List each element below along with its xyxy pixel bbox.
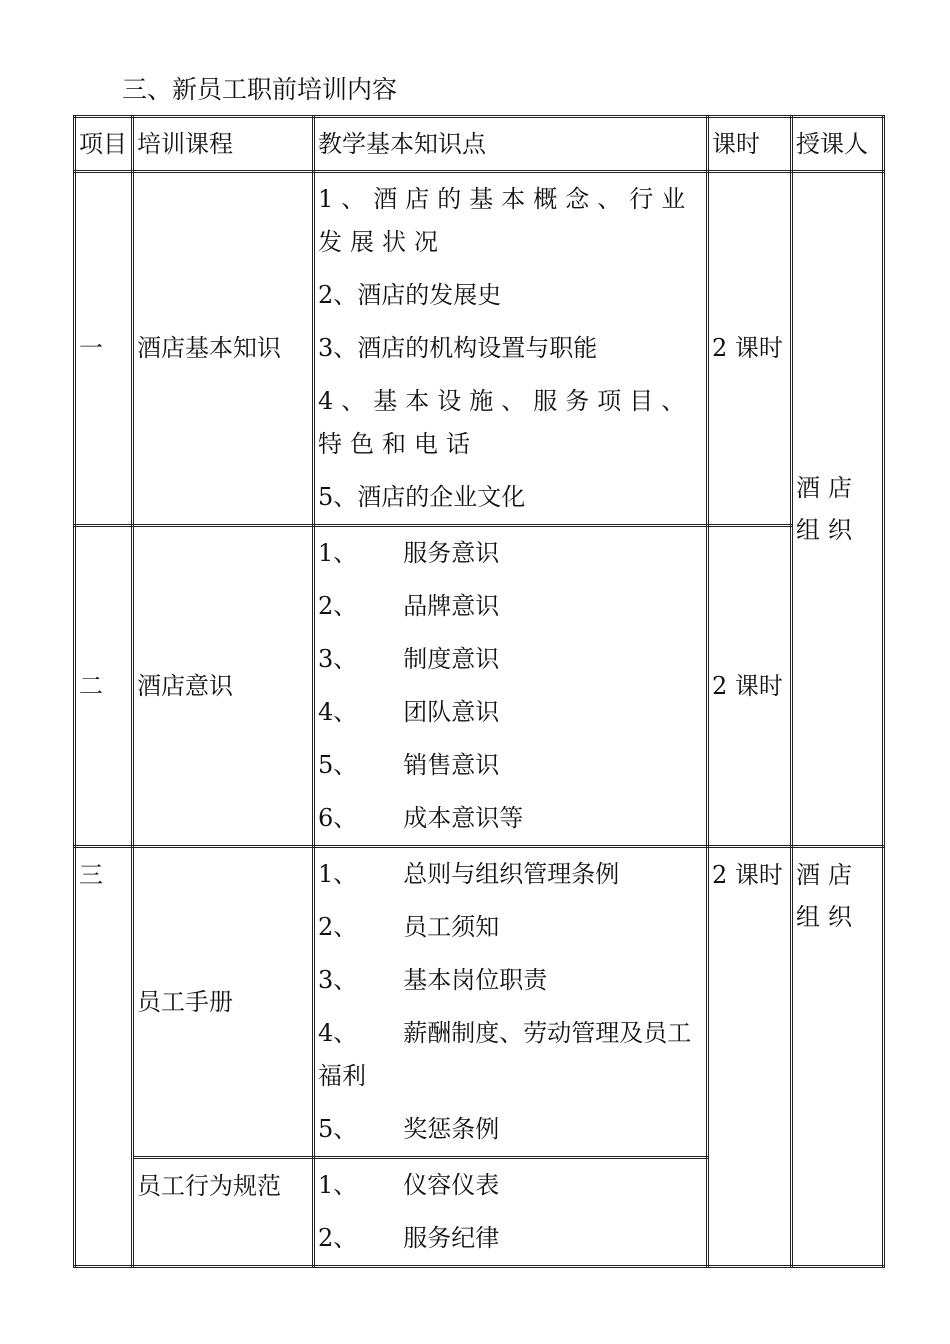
row-teacher: 酒店组织 <box>792 172 884 847</box>
row-course: 酒店意识 <box>133 526 314 847</box>
table-row <box>75 526 884 847</box>
header-course: 培训课程 <box>133 117 314 172</box>
list-item: 5、 奖惩条例 <box>318 1115 500 1143</box>
row-points <box>314 526 708 847</box>
list-item: 3、酒店的机构设置与职能 <box>318 334 598 362</box>
section-title: 三、新员工职前培训内容 <box>122 75 398 104</box>
header-points: 教学基本知识点 <box>314 117 708 172</box>
list-item: 4、 团队意识 <box>318 698 500 726</box>
row-item: 二 <box>75 526 133 847</box>
list-item: 1、酒店的基本概念、行业发展状况 <box>318 185 694 256</box>
training-table <box>73 115 885 1268</box>
list-item: 4、基本设施、服务项目、特色和电话 <box>318 387 694 458</box>
list-item: 6、 成本意识等 <box>318 804 524 832</box>
list-item: 2、 员工须知 <box>318 913 500 941</box>
list-item: 5、酒店的企业文化 <box>318 483 526 511</box>
row-hours: 2 课时 <box>708 172 792 526</box>
header-teacher: 授课人 <box>792 117 884 172</box>
row-points <box>314 847 708 1158</box>
row-course: 员工手册 <box>133 847 314 1158</box>
row-course: 员工行为规范 <box>133 1158 314 1267</box>
table-row <box>75 847 884 1158</box>
row-item: 三 <box>75 847 133 1267</box>
row-points <box>314 172 708 526</box>
header-item: 项目 <box>75 117 133 172</box>
list-item: 5、 销售意识 <box>318 751 500 779</box>
row-hours: 2 课时 <box>708 526 792 847</box>
list-item: 2、 品牌意识 <box>318 592 500 620</box>
table-header-row <box>75 117 884 172</box>
list-item: 2、酒店的发展史 <box>318 281 502 309</box>
list-item: 1、 总则与组织管理条例 <box>318 860 620 888</box>
list-item: 3、 基本岗位职责 <box>318 966 548 994</box>
list-item: 1、 服务意识 <box>318 539 500 567</box>
row-course: 酒店基本知识 <box>133 172 314 526</box>
row-teacher: 酒店组织 <box>792 847 884 1267</box>
header-hours: 课时 <box>708 117 792 172</box>
list-item: 1、 仪容仪表 <box>318 1171 500 1199</box>
row-points <box>314 1158 708 1267</box>
list-item: 2、 服务纪律 <box>318 1224 500 1252</box>
row-item: 一 <box>75 172 133 526</box>
list-item: 3、 制度意识 <box>318 645 500 673</box>
table-row <box>75 172 884 526</box>
list-item: 4、 薪酬制度、劳动管理及员工福利 <box>318 1019 692 1090</box>
row-hours: 2 课时 <box>708 847 792 1267</box>
